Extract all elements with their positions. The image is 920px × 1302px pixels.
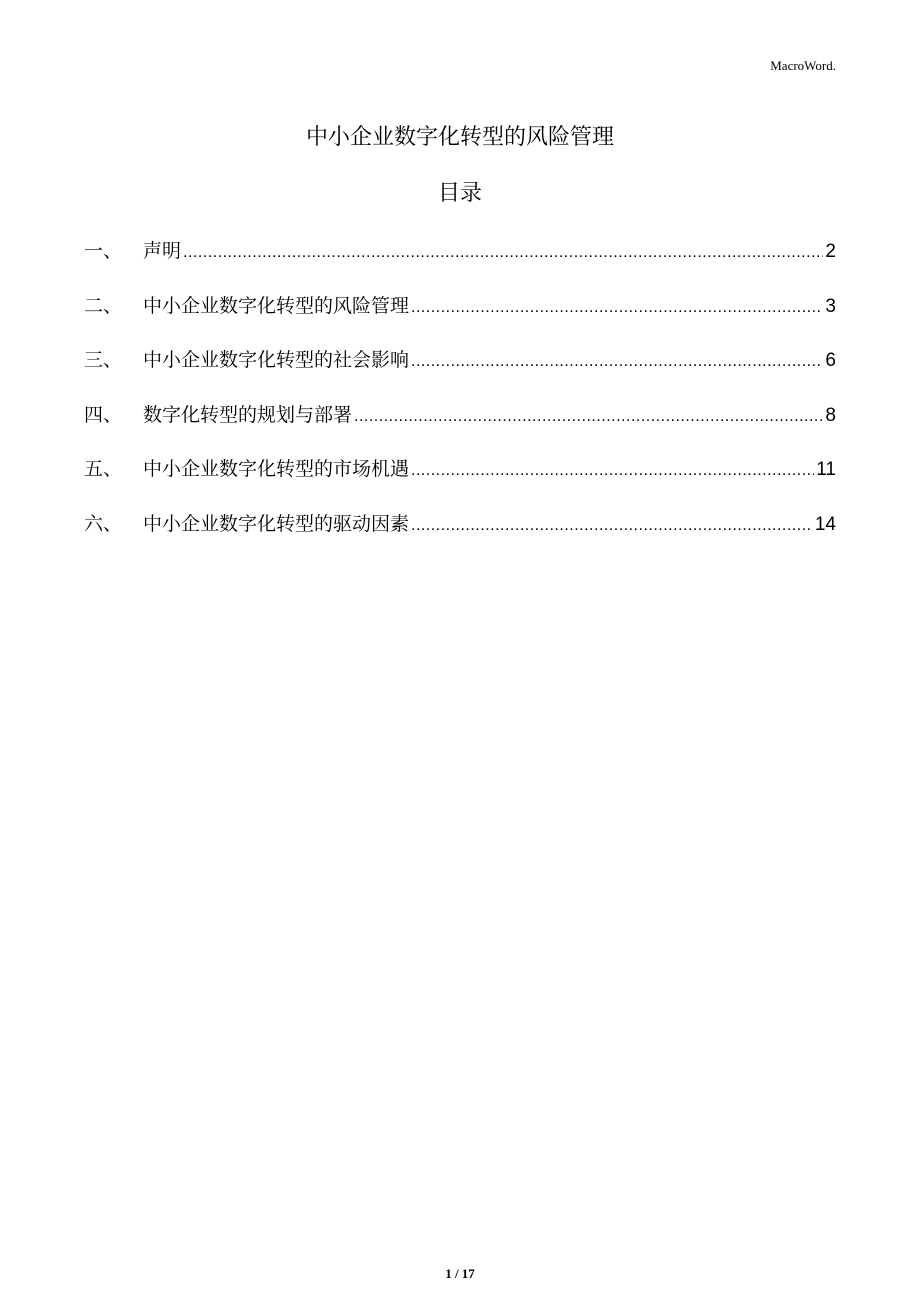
toc-entry-number: 四、 bbox=[84, 403, 123, 426]
toc-entry-2[interactable] bbox=[84, 291, 836, 346]
toc-dot-leader bbox=[183, 238, 823, 268]
toc-entry-page: 2 bbox=[825, 241, 836, 262]
header-brand: MacroWord. bbox=[770, 58, 836, 73]
toc-heading: 目录 bbox=[437, 181, 482, 206]
toc-entry-number: 一、 bbox=[84, 240, 123, 262]
toc-entry-number: 三、 bbox=[84, 349, 123, 371]
toc-entry-page: 6 bbox=[825, 350, 836, 371]
toc-entry-page: 8 bbox=[825, 404, 836, 426]
toc-dot-leader bbox=[411, 293, 823, 323]
toc-entry-5[interactable] bbox=[84, 454, 836, 509]
toc-entry-title: 中小企业数字化转型的驱动因素 bbox=[143, 512, 410, 535]
toc-entry-1[interactable] bbox=[84, 236, 836, 291]
toc-entry-title: 数字化转型的规划与部署 bbox=[143, 403, 353, 426]
toc-dot-leader bbox=[411, 347, 823, 377]
toc-entry-page: 14 bbox=[814, 513, 836, 535]
toc-entry-page: 3 bbox=[825, 295, 836, 317]
toc-entry-4[interactable] bbox=[84, 400, 836, 455]
document-title: 中小企业数字化转型的风险管理 bbox=[305, 125, 614, 150]
toc-entry-title: 中小企业数字化转型的社会影响 bbox=[143, 349, 410, 371]
toc-entry-number: 五、 bbox=[84, 458, 123, 480]
toc-entry-6[interactable] bbox=[84, 509, 836, 564]
toc-entry-number: 六、 bbox=[84, 512, 123, 535]
toc-entry-title: 声明 bbox=[143, 240, 182, 262]
toc-dot-leader bbox=[411, 456, 814, 486]
toc-entry-title: 中小企业数字化转型的市场机遇 bbox=[143, 458, 410, 480]
toc-entry-3[interactable] bbox=[84, 345, 836, 400]
toc-entry-title: 中小企业数字化转型的风险管理 bbox=[143, 294, 410, 317]
table-of-contents bbox=[84, 236, 836, 563]
toc-dot-leader bbox=[354, 402, 823, 432]
toc-entry-number: 二、 bbox=[84, 294, 123, 317]
toc-entry-page: 11 bbox=[816, 459, 836, 480]
page-indicator: 1 / 17 bbox=[445, 1266, 475, 1281]
toc-dot-leader bbox=[411, 511, 813, 541]
